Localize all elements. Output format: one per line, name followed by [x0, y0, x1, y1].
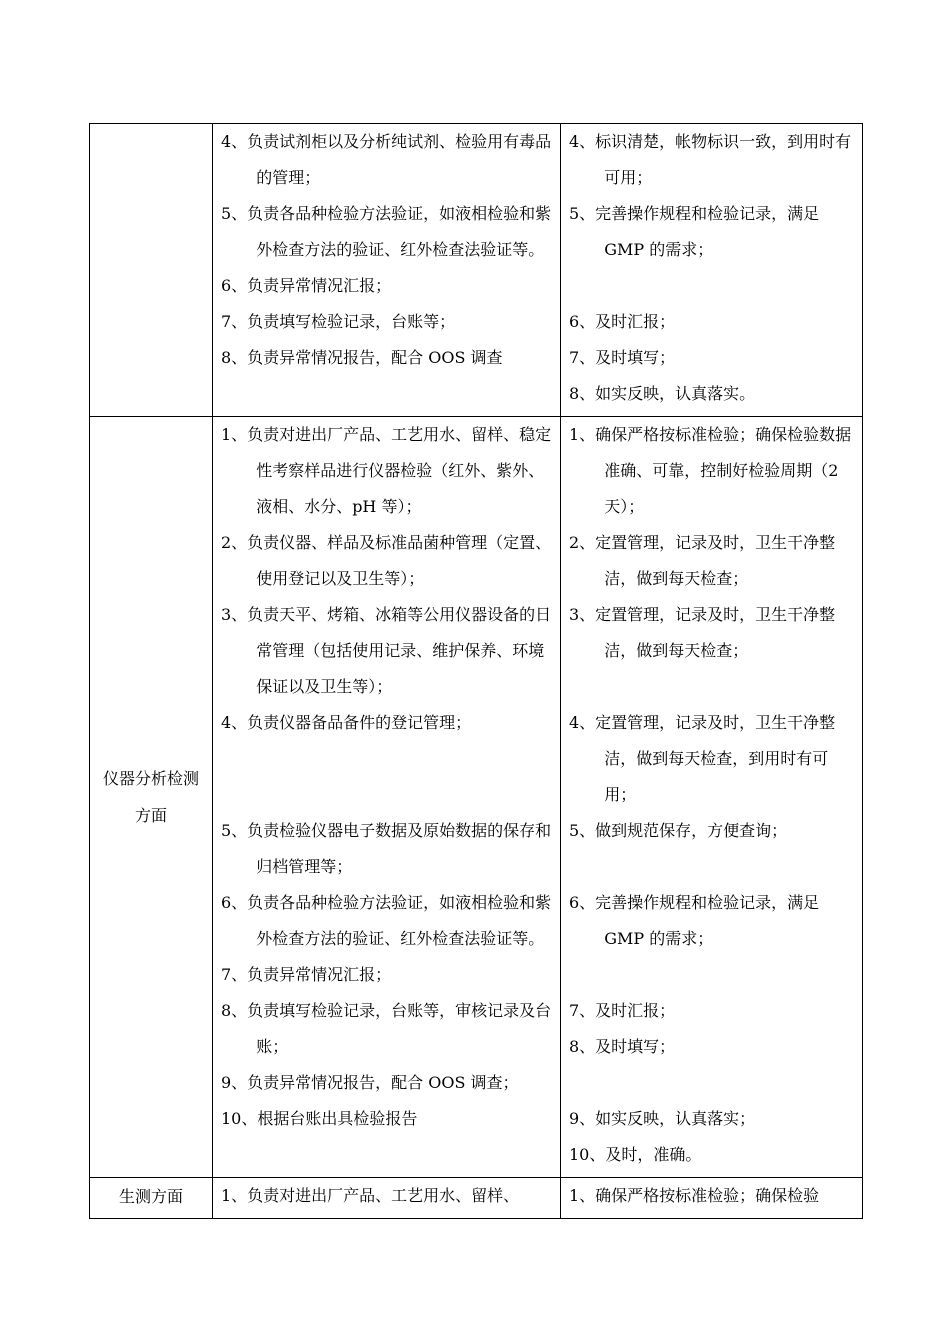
standard-item: 8、如实反映，认真落实。 [569, 384, 756, 403]
duty-item: 1、负责对进出厂产品、工艺用水、留样、稳定性考察样品进行仪器检验（红外、紫外、液相、水分、pH 等）； [221, 425, 552, 516]
table-row [90, 417, 863, 1178]
standard-item: 9、如实反映，认真落实； [569, 1109, 756, 1128]
standards-cell [561, 1178, 863, 1219]
duty-item: 2、负责仪器、样品及标准品菌种管理（定置、使用登记以及卫生等）； [221, 533, 552, 588]
standard-item: 5、做到规范保存，方便查询； [569, 821, 788, 840]
standard-item: 3、定置管理，记录及时，卫生干净整洁，做到每天检查； [569, 605, 836, 660]
duty-item: 6、负责异常情况汇报； [221, 276, 392, 295]
standard-item: 8、及时填写； [569, 1037, 676, 1056]
duty-item: 1、负责对进出厂产品、工艺用水、留样、 [221, 1186, 520, 1205]
standards-cell [561, 124, 863, 417]
duty-item: 5、负责各品种检验方法验证，如液相检验和紫外检查方法的验证、红外检查法验证等。 [221, 204, 552, 259]
duty-item: 6、负责各品种检验方法验证，如液相检验和紫外检查方法的验证、红外检查法验证等。 [221, 893, 552, 948]
duties-cell [213, 417, 561, 1178]
standard-item: 7、及时填写； [569, 348, 676, 367]
category-cell: 仪器分析检测方面 [90, 417, 213, 1178]
duty-item: 5、负责检验仪器电子数据及原始数据的保存和归档管理等； [221, 821, 552, 876]
duty-item: 4、负责试剂柜以及分析纯试剂、检验用有毒品的管理； [221, 132, 552, 187]
standard-item: 10、及时，准确。 [569, 1145, 702, 1164]
standard-item: 6、及时汇报； [569, 312, 676, 331]
duty-item: 8、负责填写检验记录，台账等，审核记录及台账； [221, 1001, 552, 1056]
standard-item: 7、及时汇报； [569, 1001, 676, 1020]
standard-item: 4、定置管理，记录及时，卫生干净整洁，做到每天检查，到用时有可用； [569, 713, 836, 804]
duty-item: 8、负责异常情况报告，配合 OOS 调查 [221, 348, 503, 367]
duty-item: 3、负责天平、烤箱、冰箱等公用仪器设备的日常管理（包括使用记录、维护保养、环境保证以及卫生等）； [221, 605, 552, 696]
category-cell [90, 124, 213, 417]
standard-item: 1、确保严格按标准检验；确保检验数据准确、可靠，控制好检验周期（2 天）； [569, 425, 852, 516]
standard-item: 4、标识清楚，帐物标识一致，到用时有可用； [569, 132, 852, 187]
duties-cell [213, 124, 561, 417]
table-row [90, 1178, 863, 1219]
duty-item: 7、负责填写检验记录，台账等； [221, 312, 456, 331]
category-cell: 生测方面 [90, 1178, 213, 1219]
responsibility-table [89, 123, 863, 1219]
standard-item: 5、完善操作规程和检验记录，满足 GMP 的需求； [569, 204, 820, 259]
duty-item: 9、负责异常情况报告，配合 OOS 调查； [221, 1073, 519, 1092]
duty-item: 7、负责异常情况汇报； [221, 965, 392, 984]
duties-cell [213, 1178, 561, 1219]
standard-item: 1、确保严格按标准检验；确保检验 [569, 1186, 820, 1205]
standard-item: 6、完善操作规程和检验记录，满足 GMP 的需求； [569, 893, 820, 948]
standards-cell [561, 417, 863, 1178]
duty-item: 4、负责仪器备品备件的登记管理； [221, 713, 472, 732]
duty-item: 10、根据台账出具检验报告 [221, 1109, 418, 1128]
table-row [90, 124, 863, 417]
standard-item: 2、定置管理，记录及时，卫生干净整洁，做到每天检查； [569, 533, 836, 588]
